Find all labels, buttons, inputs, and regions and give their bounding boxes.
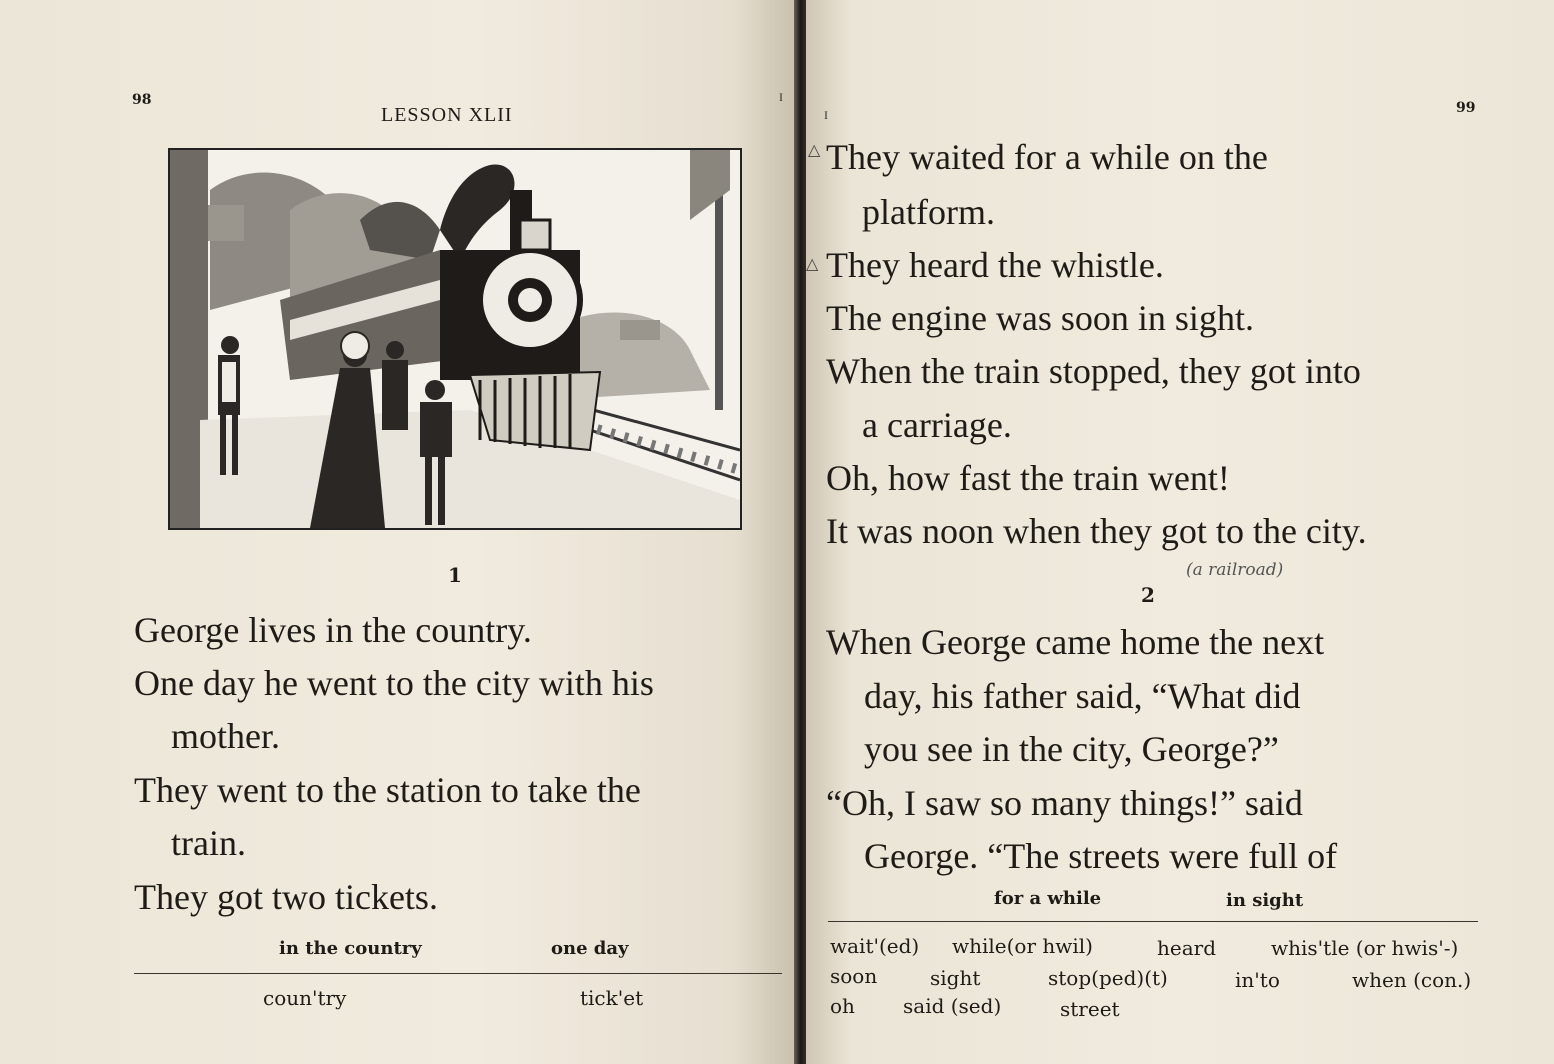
vocab-word: heard — [1157, 936, 1217, 960]
text-line: They went to the station to take the — [134, 770, 641, 810]
vocab-word: soon — [830, 964, 878, 988]
study-phrase: for a while — [994, 888, 1102, 909]
vocab-word: coun'try — [263, 986, 347, 1010]
triangle-mark-icon: △ — [808, 140, 821, 159]
right-page — [806, 0, 1554, 1064]
vocab-word: street — [1060, 997, 1120, 1021]
train-station-illustration — [168, 148, 742, 530]
page-number-right: 99 — [1456, 100, 1476, 116]
text-line: George lives in the country. — [134, 610, 532, 650]
handwritten-note: (a railroad) — [1186, 560, 1284, 580]
text-line: It was noon when they got to the city. — [826, 511, 1367, 551]
triangle-mark-icon: △ — [806, 254, 819, 273]
vocab-word: tick'et — [580, 986, 644, 1010]
margin-mark-left: I — [779, 90, 783, 104]
text-line: One day he went to the city with his — [134, 663, 654, 703]
text-line: The engine was soon in sight. — [826, 298, 1254, 338]
divider-rule — [828, 921, 1478, 922]
text-line: When the train stopped, they got into — [826, 351, 1361, 391]
vocab-word: oh — [830, 994, 855, 1018]
vocab-word: sight — [930, 966, 981, 990]
lesson-title: LESSON XLII — [381, 104, 513, 126]
section-number-1: 1 — [448, 563, 462, 587]
text-line: They got two tickets. — [134, 877, 438, 917]
text-line: you see in the city, George?” — [864, 729, 1279, 769]
study-phrase: one day — [551, 938, 629, 959]
section-number-2: 2 — [1141, 583, 1155, 607]
vocab-word: stop(ped)(t) — [1048, 966, 1168, 990]
vocab-word: while(or hwil) — [952, 934, 1093, 958]
text-line: mother. — [171, 716, 280, 756]
text-line: They waited for a while on the — [826, 137, 1268, 177]
vocab-word: when (con.) — [1352, 968, 1472, 992]
margin-mark-right: I — [824, 108, 828, 122]
text-line: platform. — [862, 192, 995, 232]
text-line: George. “The streets were full of — [864, 836, 1338, 876]
vocab-word: wait'(ed) — [830, 934, 920, 958]
text-line: train. — [171, 823, 246, 863]
text-line: day, his father said, “What did — [864, 676, 1301, 716]
divider-rule — [134, 973, 782, 974]
study-phrase: in the country — [279, 938, 422, 959]
text-line: a carriage. — [862, 405, 1012, 445]
vocab-word: in'to — [1235, 968, 1280, 992]
text-line: “Oh, I saw so many things!” said — [826, 783, 1303, 823]
text-line: When George came home the next — [826, 622, 1325, 662]
text-line: They heard the whistle. — [826, 245, 1164, 285]
study-phrase: in sight — [1226, 890, 1304, 911]
vocab-word: said (sed) — [903, 994, 1002, 1018]
text-line: Oh, how fast the train went! — [826, 458, 1230, 498]
vocab-word: whis'tle (or hwis'-) — [1271, 936, 1459, 960]
page-number-left: 98 — [132, 92, 152, 108]
